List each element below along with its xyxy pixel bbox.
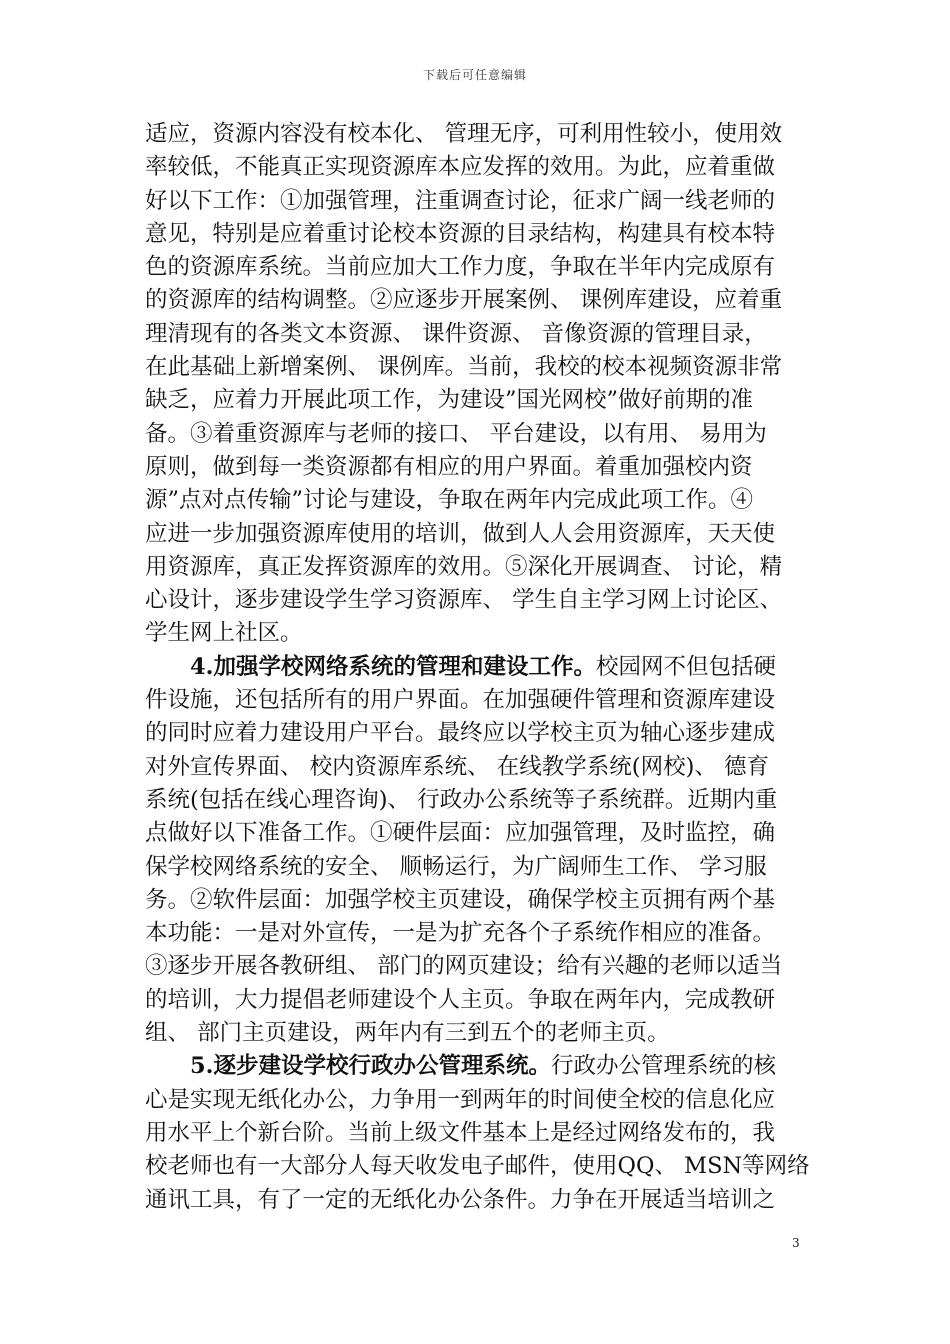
text-line — [145, 1117, 810, 1150]
section-heading: 5.逐步建设学校行政办公管理系统。 — [190, 1053, 551, 1080]
text-line — [145, 418, 810, 451]
text-line — [145, 617, 810, 650]
line-text: 的资源库的结构调整。②应逐步开展案例、 课例库建设，应着重 — [145, 287, 783, 314]
line-text: 用水平上个新台阶。当前上级文件基本上是经过网络发布的，我 — [145, 1119, 776, 1146]
page-header: 下载后可任意编辑 — [422, 68, 527, 82]
line-text: 适应，资源内容没有校本化、 管理无序，可利用性较小，使用效 — [145, 121, 783, 147]
text-line — [145, 1184, 810, 1217]
line-text: ③逐步开展各教研组、 部门的网页建设；给有兴趣的老师以适当 — [145, 953, 783, 980]
text-line — [145, 784, 810, 817]
line-text: 理清现有的各类文本资源、 课件资源、 音像资源的管理目录， — [145, 320, 767, 347]
line-text: 用资源库，真正发挥资源库的效用。⑤深化开展调查、 讨论，精 — [145, 553, 783, 580]
line-text: 对外宣传界面、 校内资源库系统、 在线教学系统(网校)、 德育 — [145, 753, 770, 780]
text-line — [145, 351, 810, 384]
line-text: 心是实现无纸化办公，力争用一到两年的时间使全校的信息化应 — [145, 1086, 776, 1113]
text-line — [145, 218, 810, 251]
text-line — [145, 684, 810, 717]
line-text: 好以下工作：①加强管理，注重调查讨论，征求广阔一线老师的 — [145, 187, 776, 214]
text-line — [145, 751, 810, 784]
text-line — [145, 717, 810, 750]
line-text: 学生网上社区。 — [145, 620, 303, 647]
section-heading: 4.加强学校网络系统的管理和建设工作。 — [190, 653, 596, 680]
text-line — [145, 1084, 810, 1117]
line-text: 本功能：一是对外宣传，一是为扩充各个子系统作相应的准备。 — [145, 920, 776, 947]
text-line — [145, 584, 810, 617]
line-text: 的同时应着力建设用户平台。最终应以学校主页为轴心逐步建成 — [145, 720, 776, 747]
text-line — [145, 950, 810, 983]
line-text: 率较低，不能真正实现资源库本应发挥的效用。为此，应着重做 — [145, 154, 776, 181]
document-body — [145, 118, 810, 1217]
text-line — [145, 151, 810, 184]
line-text: 心设计，逐步建设学生学习资源库、 学生自主学习网上讨论区、 — [145, 587, 783, 614]
text-line — [145, 1050, 810, 1083]
text-line — [145, 984, 810, 1017]
line-text: 缺乏，应着力开展此项工作，为建设”国光网校”做好前期的准 — [145, 387, 754, 414]
line-text: 务。②软件层面：加强学校主页建设，确保学校主页拥有两个基 — [145, 886, 776, 913]
line-text: 组、 部门主页建设，两年内有三到五个的老师主页。 — [145, 1020, 670, 1047]
line-text: 保学校网络系统的安全、 顺畅运行，为广阔师生工作、 学习服 — [145, 853, 767, 880]
text-line — [145, 851, 810, 884]
text-line — [145, 551, 810, 584]
line-text: 通讯工具，有了一定的无纸化办公条件。力争在开展适当培训之 — [145, 1186, 776, 1213]
text-line — [145, 484, 810, 517]
line-text: 行政办公管理系统的核 — [551, 1053, 777, 1080]
line-text: 件设施，还包括所有的用户界面。在加强硬件管理和资源库建设 — [145, 687, 776, 714]
line-text: 备。③着重资源库与老师的接口、 平台建设，以有用、 易用为 — [145, 420, 767, 447]
text-line — [145, 284, 810, 317]
text-line — [145, 917, 810, 950]
line-text: 点做好以下准备工作。①硬件层面：应加强管理，及时监控，确 — [145, 820, 776, 847]
line-text: 校老师也有一大部分人每天收发电子邮件，使用QQ、 MSN等网络 — [145, 1153, 810, 1180]
line-text: 校园网不但包括硬 — [596, 653, 777, 680]
line-text: 的培训，大力提倡老师建设个人主页。争取在两年内，完成教研 — [145, 986, 776, 1013]
line-text: 系统(包括在线心理咨询)、 行政办公系统等子系统群。近期内重 — [145, 786, 778, 813]
text-line — [145, 817, 810, 850]
text-line — [145, 518, 810, 551]
line-text: 意见，特别是应着重讨论校本资源的目录结构，构建具有校本特 — [145, 220, 776, 247]
line-text: 原则，做到每一类资源都有相应的用户界面。着重加强校内资 — [145, 453, 753, 480]
text-line — [145, 451, 810, 484]
text-line — [145, 318, 810, 351]
text-line — [145, 1150, 810, 1183]
text-line — [145, 384, 810, 417]
text-line — [145, 251, 810, 284]
text-line — [145, 884, 810, 917]
page-number: 3 — [792, 1236, 800, 1250]
line-text: 在此基础上新增案例、 课例库。当前，我校的校本视频资源非常 — [145, 354, 783, 381]
text-line — [145, 1017, 810, 1050]
line-text: 色的资源库系统。当前应加大工作力度，争取在半年内完成原有 — [145, 254, 776, 281]
line-text: 源”点对点传输”讨论与建设，争取在两年内完成此项工作。④ — [145, 487, 754, 514]
text-line — [145, 118, 810, 151]
text-line — [145, 651, 810, 684]
line-text: 应进一步加强资源库使用的培训，做到人人会用资源库，天天使 — [145, 520, 776, 547]
text-line — [145, 185, 810, 218]
